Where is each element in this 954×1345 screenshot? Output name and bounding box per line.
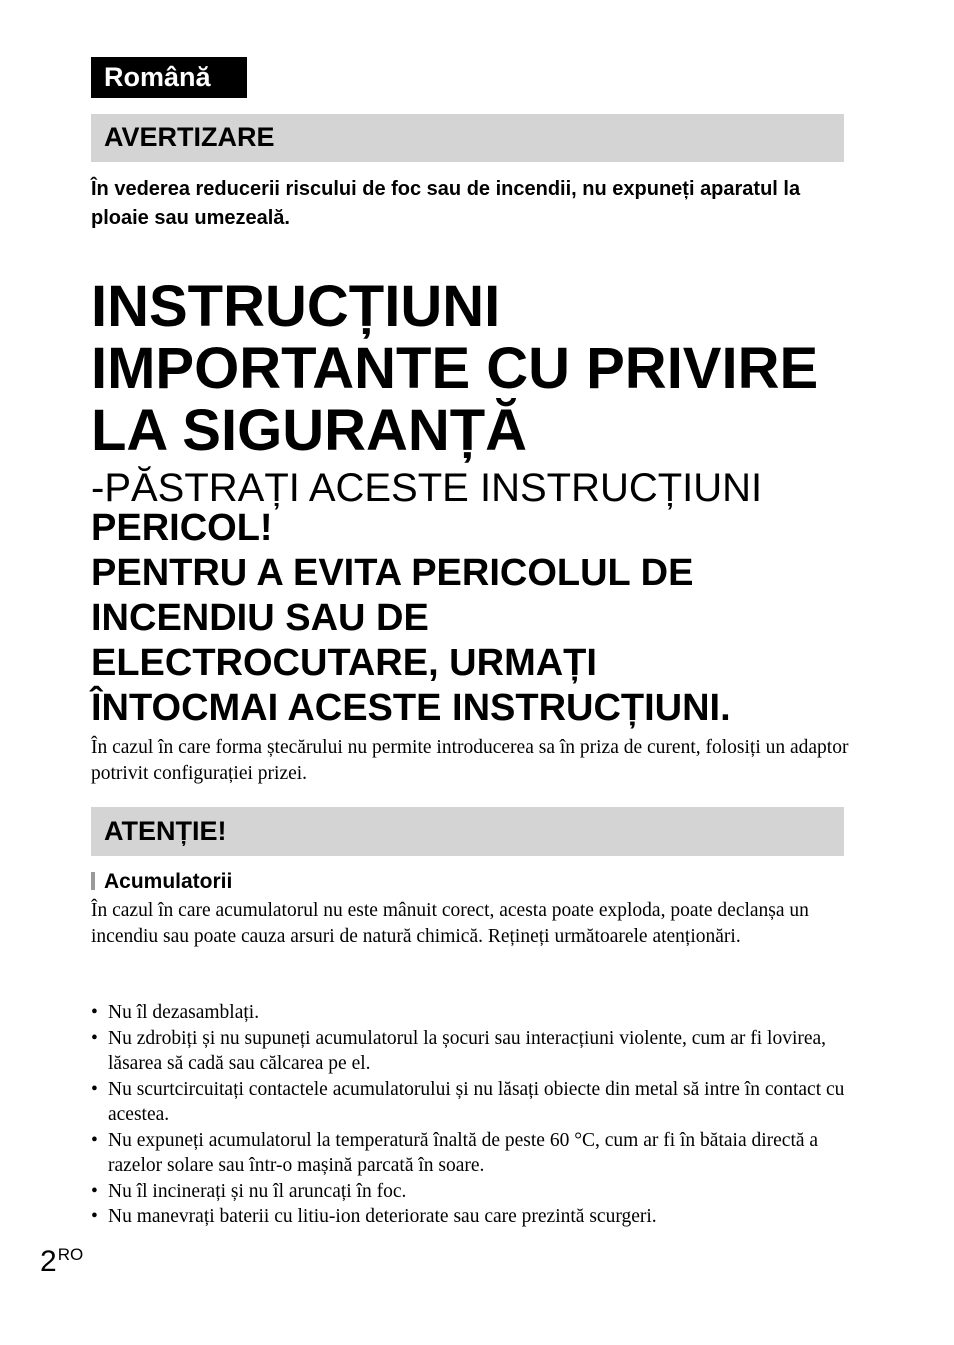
bullet-mark: •: [91, 1078, 98, 1100]
list-item: [91, 1179, 851, 1205]
list-item: [91, 1128, 851, 1179]
plug-adapter-text: În cazul în care forma ștecărului nu permite introducerea sa în priza de curent, folosiți un adaptor potrivit configurației prizei.: [91, 737, 849, 784]
battery-warnings-list: [91, 1000, 851, 1230]
page-number-value: 2: [40, 1245, 57, 1278]
bullet-mark: •: [91, 1180, 98, 1202]
title-line: INSTRUCȚIUNI: [91, 274, 501, 339]
battery-heading: [91, 869, 232, 895]
warning-text: În vederea reducerii riscului de foc sau de incendii, nu expuneți aparatul la ploaie sau umezeală.: [91, 178, 801, 229]
danger-line: PENTRU A EVITA PERICOLUL DE: [91, 552, 694, 594]
list-item-text: Nu îl dezasamblați.: [108, 1002, 260, 1023]
bullet-mark: •: [91, 1129, 98, 1151]
danger-line: ÎNTOCMAI ACESTE INSTRUCȚIUNI.: [91, 687, 731, 729]
list-item-text: Nu expuneți acumulatorul la temperatură înaltă de peste 60 °C, cum ar fi în bătaia directă a razelor solare sau într-o mașină parcată în soare.: [108, 1129, 819, 1176]
battery-text: În cazul în care acumulatorul nu este mânuit corect, acesta poate exploda, poate declanșa un incendiu sau poate cauza arsuri de natură chimică. Rețineți următoarele atenționări.: [91, 900, 809, 947]
language-tab: Română: [91, 57, 247, 98]
list-item: [91, 1077, 851, 1128]
danger-notice: [91, 506, 881, 731]
attention-heading: ATENȚIE!: [91, 807, 844, 856]
warning-heading: AVERTIZARE: [91, 114, 844, 162]
page-number: [40, 1237, 83, 1280]
list-item-text: Nu îl incinerați și nu îl aruncați în foc.: [108, 1180, 407, 1202]
bullet-mark: •: [91, 1002, 98, 1023]
list-item: [91, 1026, 851, 1077]
battery-heading-label: Acumulatorii: [104, 870, 233, 893]
title-line: IMPORTANTE CU PRIVIRE: [91, 336, 819, 401]
list-item: [91, 1204, 851, 1230]
title-line: LA SIGURANȚĂ: [91, 398, 528, 463]
page-title: [91, 276, 881, 462]
danger-line: ELECTROCUTARE, URMAȚI: [91, 642, 597, 684]
danger-line: INCENDIU SAU DE: [91, 597, 429, 639]
page-subtitle: -PĂSTRAȚI ACESTE INSTRUCȚIUNI: [91, 466, 763, 510]
list-item-text: Nu scurtcircuitați contactele acumulatorului și nu lăsați obiecte din metal să intre în contact cu acestea.: [108, 1078, 845, 1125]
bullet-mark: •: [91, 1206, 98, 1227]
list-item-text: Nu manevrați baterii cu litiu-ion deteriorate sau care prezintă scurgeri.: [108, 1206, 657, 1227]
list-item: [91, 1000, 851, 1026]
page-language-suffix: RO: [57, 1245, 84, 1264]
section-marker: [91, 872, 95, 890]
danger-line: PERICOL!: [91, 507, 273, 549]
bullet-mark: •: [91, 1027, 98, 1049]
list-item-text: Nu zdrobiți și nu supuneți acumulatorul la șocuri sau interacțiuni violente, cum ar fi lovirea, lăsarea să cadă sau călcarea pe el.: [108, 1027, 827, 1074]
